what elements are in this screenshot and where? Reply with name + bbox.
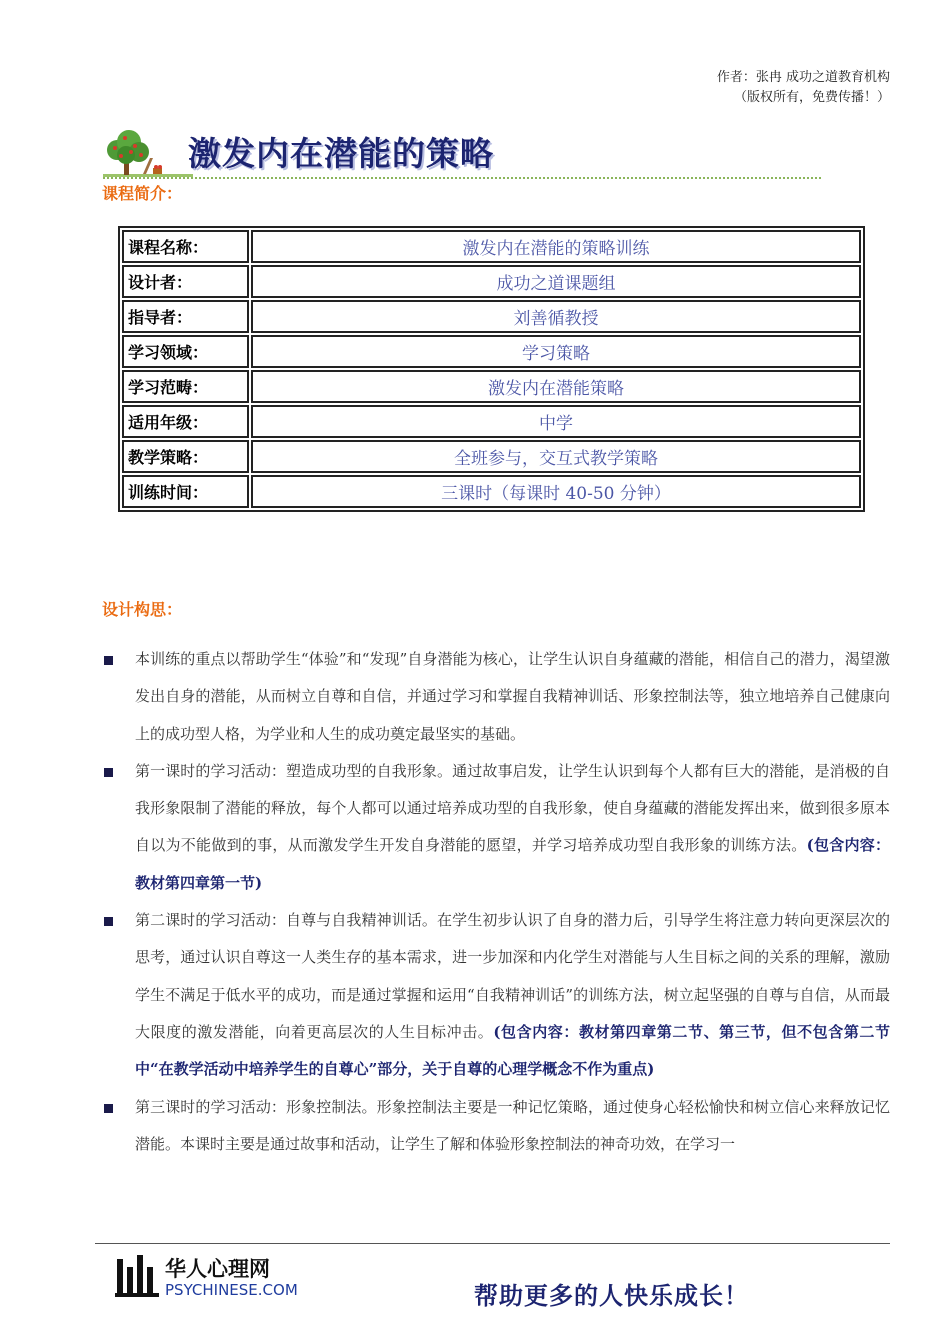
course-info-label: 训练时间： [122,475,249,508]
course-info-label: 设计者： [122,265,249,298]
course-info-value: 成功之道课题组 [251,265,861,298]
author-credit [717,68,890,108]
course-info-label: 学习范畴： [122,370,249,403]
bullet-square-icon [104,768,113,777]
course-info-row [122,440,861,473]
bullet-square-icon [104,1104,113,1113]
course-info-value: 刘善循教授 [251,300,861,333]
design-point-text: 第二课时的学习活动：自尊与自我精神训话。在学生初步认识了自身的潜力后，引导学生将注意力转向更深层次的思考，通过认识自尊这一人类生存的基本需求，进一步加深和内化学生对潜能与人生目标之间的关系的理解，激励学生不满足于低水平的成功，而是通过掌握和运用“自我精神训话”的训练方法，树立起坚强的自尊与自信，从而最大限度的激发潜能，向着更高层次的人生目标冲击。 [135,911,890,1041]
course-info-label: 学习领域： [122,335,249,368]
course-info-value: 激发内在潜能的策略训练 [251,230,861,263]
course-info-row [122,370,861,403]
page-title: 激发内在潜能的策略 [188,134,494,173]
bullet-square-icon [104,656,113,665]
logo-mark-icon [115,1253,161,1299]
design-point [100,753,890,902]
footer-slogan: 帮助更多的人快乐成长！ [474,1282,749,1310]
course-info-label: 适用年级： [122,405,249,438]
course-info-label: 课程名称： [122,230,249,263]
course-info-row [122,265,861,298]
course-info-row [122,335,861,368]
design-point [100,902,890,1088]
design-point-text: 第一课时的学习活动：塑造成功型的自我形象。通过故事启发，让学生认识到每个人都有巨大的潜能，是消极的自我形象限制了潜能的释放，每个人都可以通过培养成功型的自我形象，使自身蕴藏的潜能发挥出来，做到很多原本自以为不能做到的事，从而激发学生开发自身潜能的愿望，并学习培养成功型自我形象的训练方法。 [135,761,890,855]
course-info-value: 三课时（每课时 40-50 分钟） [251,475,861,508]
design-point-text: 本训练的重点以帮助学生“体验”和“发现”自身潜能为核心，让学生认识自身蕴藏的潜能，相信自己的潜力，渴望激发出自身的潜能，从而树立自尊和自信，并通过学习和掌握自我精神训话、形象控制法等，独立地培养自己健康向上的成功型人格，为学业和人生的成功奠定最坚实的基础。 [135,650,890,743]
title-divider [103,177,821,179]
design-point-text: 第三课时的学习活动：形象控制法。形象控制法主要是一种记忆策略，通过使身心轻松愉快和树立信心来释放记忆潜能。本课时主要是通过故事和活动，让学生了解和体验形象控制法的神奇功效，在学习一 [135,1097,890,1153]
author-line: 作者：张冉 成功之道教育机构 [716,70,890,85]
course-intro-heading: 课程简介： [102,184,183,203]
design-points-list [100,641,890,1163]
design-point [100,641,890,753]
course-info-value: 学习策略 [251,335,861,368]
design-point-emphasis: (包含内容：教材第四章第二节、第三节，但不包含第二节中“在教学活动中培养学生的自尊心”部分，关于自尊的心理学概念不作为重点) [135,1022,890,1079]
course-info-row [122,405,861,438]
course-info-row [122,230,861,263]
design-point [100,1089,890,1164]
course-info-value: 全班参与，交互式教学策略 [251,440,861,473]
footer-divider [95,1243,890,1244]
course-info-table [118,226,865,512]
course-info-row [122,300,861,333]
course-info-label: 教学策略： [122,440,249,473]
logo-english-text: PSYCHINESE.COM [165,1281,298,1299]
bullet-square-icon [104,917,113,926]
logo-chinese-text: 华人心理网 [165,1257,270,1281]
design-point-emphasis: (包含内容：教材第四章第一节) [135,836,890,892]
course-info-row [122,475,861,508]
copyright-line: （版权所有，免费传播！） [733,90,890,105]
course-info-value: 激发内在潜能策略 [251,370,861,403]
apple-tree-icon [103,128,193,180]
psychinese-logo [115,1253,305,1303]
design-concept-heading: 设计构思： [102,600,183,619]
course-info-label: 指导者： [122,300,249,333]
course-info-value: 中学 [251,405,861,438]
